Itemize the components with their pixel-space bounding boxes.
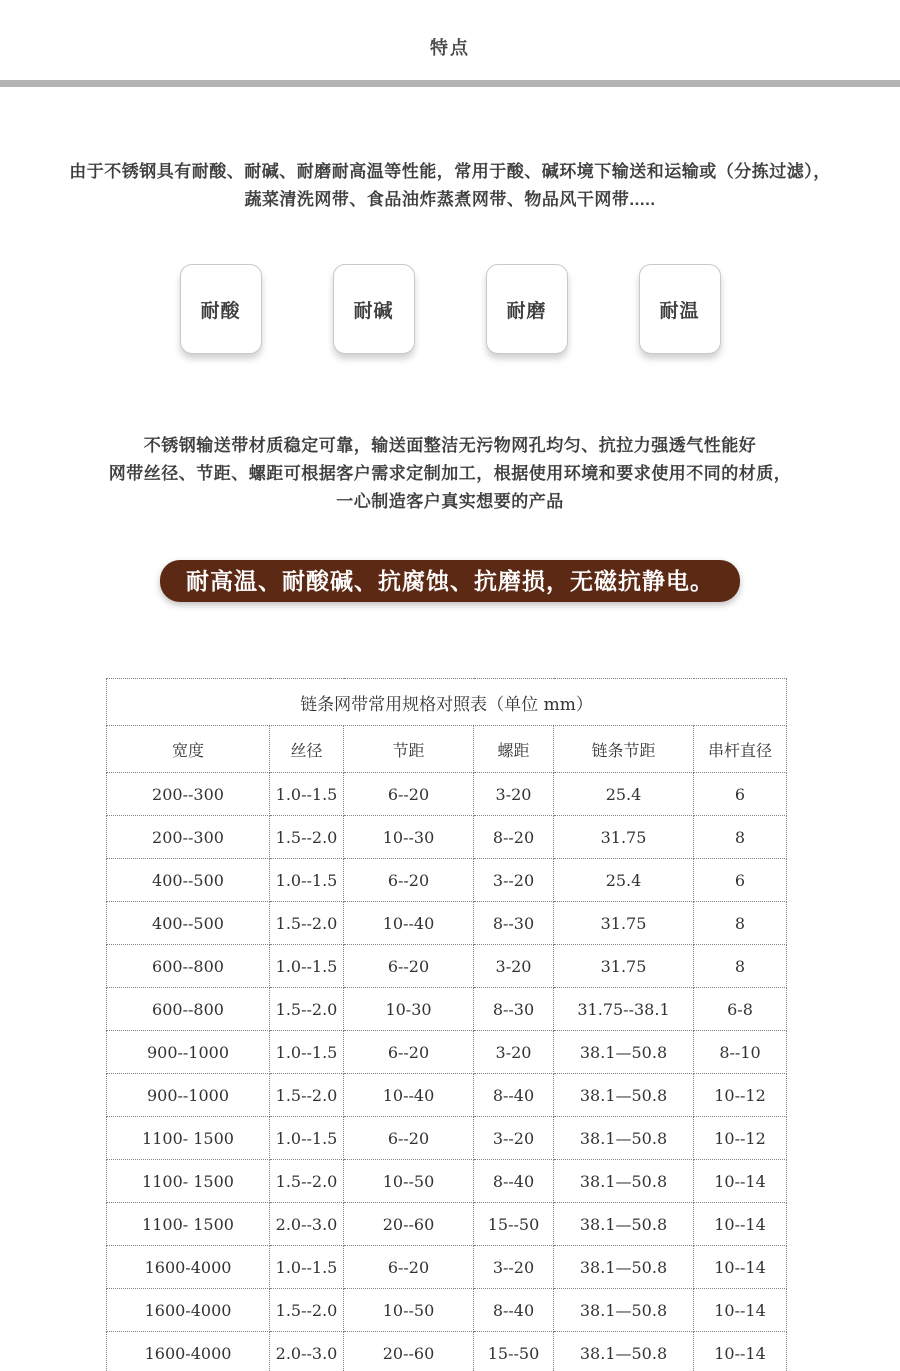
table-cell: 25.4 (554, 859, 694, 902)
feature-badges (0, 264, 900, 354)
table-cell: 10--30 (344, 816, 474, 859)
table-cell: 1.0--1.5 (270, 1117, 344, 1160)
table-cell: 1.0--1.5 (270, 859, 344, 902)
table-cell: 3-20 (474, 945, 554, 988)
column-header-chain-pitch: 链条节距 (554, 726, 694, 773)
table-cell: 600--800 (107, 945, 270, 988)
section-title: 特点 (430, 38, 470, 58)
table-row (107, 945, 787, 988)
table-cell: 3-20 (474, 773, 554, 816)
table-cell: 38.1—50.8 (554, 1289, 694, 1332)
table-cell: 6--20 (344, 945, 474, 988)
table-cell: 8--40 (474, 1074, 554, 1117)
table-cell: 8--30 (474, 988, 554, 1031)
table-row (107, 1074, 787, 1117)
table-cell: 6-8 (694, 988, 787, 1031)
table-row (107, 773, 787, 816)
table-cell: 1.0--1.5 (270, 773, 344, 816)
table-cell: 1.5--2.0 (270, 1160, 344, 1203)
table-cell: 20--60 (344, 1203, 474, 1246)
table-cell: 1600-4000 (107, 1332, 270, 1371)
table-row (107, 816, 787, 859)
table-cell: 6--20 (344, 1031, 474, 1074)
intro-paragraph (0, 158, 900, 214)
table-cell: 31.75--38.1 (554, 988, 694, 1031)
spec-table-title-row (107, 679, 787, 726)
spec-table (106, 678, 787, 1371)
table-cell: 1.5--2.0 (270, 988, 344, 1031)
table-cell: 6 (694, 859, 787, 902)
table-cell: 1.5--2.0 (270, 1074, 344, 1117)
spec-table-body (107, 773, 787, 1371)
table-cell: 1100- 1500 (107, 1203, 270, 1246)
table-cell: 1.0--1.5 (270, 1031, 344, 1074)
column-header-width: 宽度 (107, 726, 270, 773)
description-line: 网带丝径、节距、螺距可根据客户需求定制加工，根据使用环境和要求使用不同的材质， (108, 464, 792, 483)
table-cell: 3-20 (474, 1031, 554, 1074)
table-row (107, 1203, 787, 1246)
spec-table-title: 链条网带常用规格对照表（单位 mm） (107, 679, 787, 726)
table-cell: 10--14 (694, 1203, 787, 1246)
intro-line: 由于不锈钢具有耐酸、耐碱、耐磨耐高温等性能，常用于酸、碱环境下输送和运输或（分拣过滤）， (69, 162, 831, 181)
table-cell: 8--30 (474, 902, 554, 945)
section-divider (0, 80, 900, 87)
table-cell: 10--14 (694, 1160, 787, 1203)
table-cell: 3--20 (474, 1117, 554, 1160)
table-row (107, 902, 787, 945)
table-cell: 8--40 (474, 1289, 554, 1332)
table-cell: 10--14 (694, 1246, 787, 1289)
table-cell: 25.4 (554, 773, 694, 816)
table-cell: 38.1—50.8 (554, 1031, 694, 1074)
table-cell: 6--20 (344, 1117, 474, 1160)
intro-line: 蔬菜清洗网带、食品油炸蒸煮网带、物品风干网带..... (244, 190, 656, 209)
table-cell: 2.0--3.0 (270, 1203, 344, 1246)
table-cell: 10--14 (694, 1332, 787, 1371)
table-cell: 10--40 (344, 1074, 474, 1117)
table-cell: 1600-4000 (107, 1289, 270, 1332)
table-cell: 1.5--2.0 (270, 816, 344, 859)
table-row (107, 988, 787, 1031)
table-cell: 31.75 (554, 902, 694, 945)
description-paragraph (0, 432, 900, 516)
table-row (107, 1031, 787, 1074)
badge-alkali-resistant: 耐碱 (333, 264, 415, 354)
column-header-rod-diameter: 串杆直径 (694, 726, 787, 773)
table-cell: 8 (694, 816, 787, 859)
table-cell: 8--20 (474, 816, 554, 859)
table-cell: 10--12 (694, 1074, 787, 1117)
table-cell: 15--50 (474, 1203, 554, 1246)
table-cell: 3--20 (474, 859, 554, 902)
table-cell: 20--60 (344, 1332, 474, 1371)
table-cell: 6 (694, 773, 787, 816)
table-cell: 31.75 (554, 945, 694, 988)
description-line: 不锈钢输送带材质稳定可靠，输送面整洁无污物网孔均匀、抗拉力强透气性能好 (143, 436, 757, 455)
table-cell: 6--20 (344, 859, 474, 902)
table-row (107, 1117, 787, 1160)
table-cell: 10--50 (344, 1289, 474, 1332)
table-cell: 1.5--2.0 (270, 902, 344, 945)
table-cell: 38.1—50.8 (554, 1246, 694, 1289)
table-cell: 1600-4000 (107, 1246, 270, 1289)
table-cell: 1.0--1.5 (270, 945, 344, 988)
table-cell: 1100- 1500 (107, 1160, 270, 1203)
table-cell: 38.1—50.8 (554, 1074, 694, 1117)
table-cell: 400--500 (107, 859, 270, 902)
column-header-wire-diameter: 丝径 (270, 726, 344, 773)
table-cell: 38.1—50.8 (554, 1160, 694, 1203)
badge-wear-resistant: 耐磨 (486, 264, 568, 354)
table-row (107, 1246, 787, 1289)
banner-wrap (0, 560, 900, 602)
badge-acid-resistant: 耐酸 (180, 264, 262, 354)
table-row (107, 1160, 787, 1203)
table-cell: 38.1—50.8 (554, 1332, 694, 1371)
table-cell: 900--1000 (107, 1031, 270, 1074)
badge-temperature-resistant: 耐温 (639, 264, 721, 354)
table-cell: 8 (694, 945, 787, 988)
table-cell: 15--50 (474, 1332, 554, 1371)
table-cell: 10--40 (344, 902, 474, 945)
table-cell: 10--50 (344, 1160, 474, 1203)
table-cell: 38.1—50.8 (554, 1117, 694, 1160)
table-cell: 200--300 (107, 816, 270, 859)
table-cell: 6--20 (344, 773, 474, 816)
table-cell: 1100- 1500 (107, 1117, 270, 1160)
column-header-screw-pitch: 螺距 (474, 726, 554, 773)
table-cell: 38.1—50.8 (554, 1203, 694, 1246)
table-cell: 1.5--2.0 (270, 1289, 344, 1332)
table-cell: 3--20 (474, 1246, 554, 1289)
description-line: 一心制造客户真实想要的产品 (336, 492, 564, 511)
column-header-pitch: 节距 (344, 726, 474, 773)
feature-banner: 耐高温、耐酸碱、抗腐蚀、抗磨损，无磁抗静电。 (160, 560, 740, 602)
table-cell: 6--20 (344, 1246, 474, 1289)
table-cell: 2.0--3.0 (270, 1332, 344, 1371)
table-cell: 8--40 (474, 1160, 554, 1203)
table-row (107, 859, 787, 902)
table-row (107, 1332, 787, 1371)
table-cell: 10--12 (694, 1117, 787, 1160)
table-cell: 900--1000 (107, 1074, 270, 1117)
table-cell: 10--14 (694, 1289, 787, 1332)
table-row (107, 1289, 787, 1332)
table-cell: 31.75 (554, 816, 694, 859)
table-cell: 600--800 (107, 988, 270, 1031)
table-cell: 10-30 (344, 988, 474, 1031)
table-cell: 8--10 (694, 1031, 787, 1074)
table-cell: 8 (694, 902, 787, 945)
section-header (0, 0, 900, 60)
table-cell: 400--500 (107, 902, 270, 945)
table-cell: 1.0--1.5 (270, 1246, 344, 1289)
table-cell: 200--300 (107, 773, 270, 816)
spec-table-header-row (107, 726, 787, 773)
